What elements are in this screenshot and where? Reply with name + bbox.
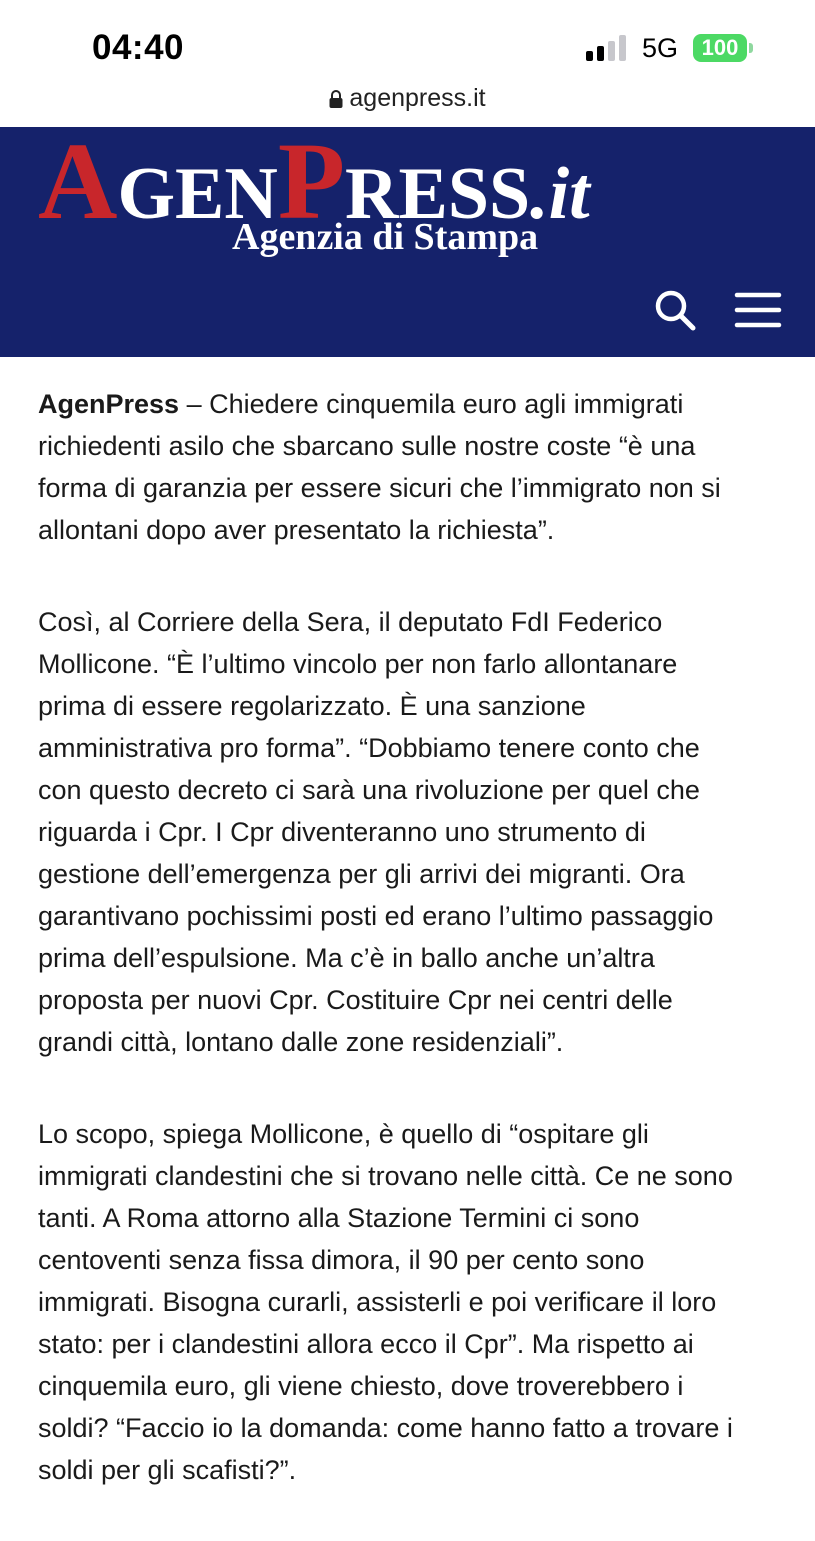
lock-icon [329,90,343,108]
article-paragraph-2: Così, al Corriere della Sera, il deputato FdI Federico Mollicone. “È l’ultimo vincolo per non farlo allontanare prima di essere regolarizzato. È una sanzione amministrativa pro forma”. “Dobbiamo tenere conto che con questo decreto ci sarà una rivoluzione per quel che riguarda i Cpr. I Cpr diventeranno uno strumento di gestione dell’emergenza per gli arrivi dei migranti. Ora garantivano pochissimi posti ed erano l’ultimo passaggio prima dell’espulsione. Ma c’è in ballo anche un’altra proposta per nuovi Cpr. Costituire Cpr nei centri delle grandi città, lontano dalle zone residenziali”. [38,607,714,1057]
battery-cap [749,43,753,53]
status-time: 04:40 [92,28,185,67]
article-paragraph-1 [38,383,788,551]
article-paragraph-1-text: – Chiedere cinquemila euro agli immigrati richiedenti asilo che sbarcano sulle nostre coste “è una forma di garanzia per essere sicuri che l’immigrato non si allontani dopo aver presentato la richiesta”. [38,389,721,545]
article-lead-brand: AgenPress [38,389,180,419]
menu-icon[interactable] [734,290,782,330]
logo-letter-a: A [38,120,118,242]
signal-icon [586,35,630,61]
article-paragraph-3: Lo scopo, spiega Mollicone, è quello di “ospitare gli immigrati clandestini che si trovano nelle città. Ce ne sono tanti. A Roma attorno alla Stazione Termini ci sono centoventi senza fissa dimora, il 90 per cento sono immigrati. Bisogna curarli, assisterli e poi verificare il loro stato: per i clandestini allora ecco il Cpr”. Ma rispetto ai cinquemila euro, gli viene chiesto, dove troverebbero i soldi? “Faccio io la domanda: come hanno fatto a trovare i soldi per gli scafisti?”. [38,1119,733,1485]
logo-ress: RESS [345,153,531,235]
article-body [38,383,788,1541]
logo-letter-p: P [277,120,346,242]
url-bar[interactable] [0,84,815,124]
site-tagline: Agenzia di Stampa [232,216,539,258]
url-text: agenpress.it [349,84,486,112]
site-header [0,120,815,357]
search-icon[interactable] [652,287,698,333]
logo-gen: GEN [117,153,278,235]
status-bar [0,0,815,96]
logo-domain: .it [530,153,590,235]
network-type: 5G [642,33,679,63]
battery-icon: 100 [693,34,747,62]
